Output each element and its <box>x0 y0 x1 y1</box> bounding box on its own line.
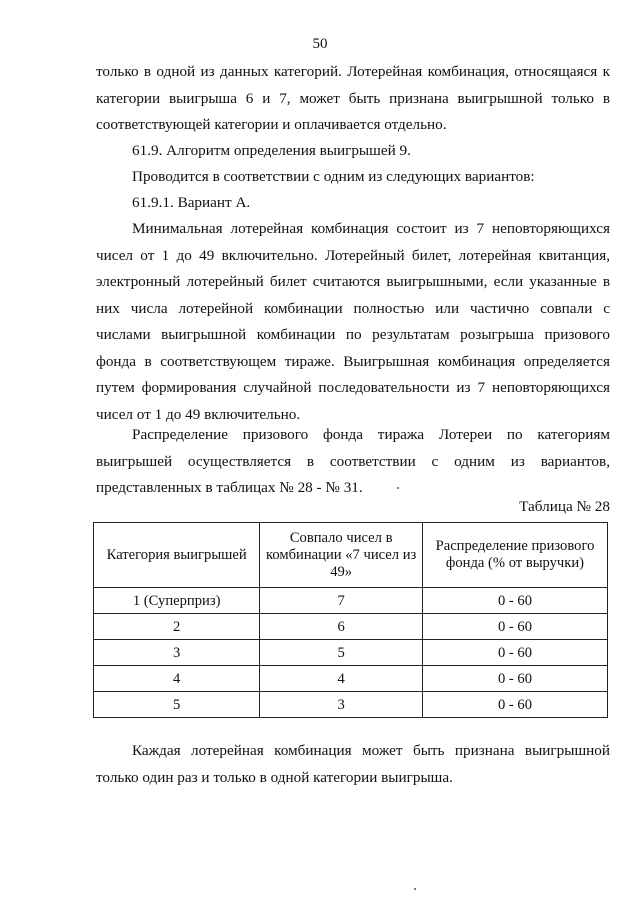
table-caption: Таблица № 28 <box>519 498 610 515</box>
cell-matched: 3 <box>260 692 423 718</box>
cell-category: 4 <box>94 666 260 692</box>
cell-distribution: 0 - 60 <box>422 666 607 692</box>
paragraph-category-payout: только в одной из данных категорий. Лотерейная комбинация, относящаяся к категории выигрыша 6 и 7, может быть признана выигрышной только в соответствующей категории и оплачивается отдельно. <box>96 63 610 133</box>
paragraph-single-win-rule: Каждая лотерейная комбинация может быть признана выигрышной только один раз и только в одной категории выигрыша. <box>96 742 610 786</box>
paragraph-variants-intro: Проводится в соответствии с одним из следующих вариантов: <box>132 168 535 185</box>
prize-distribution-table <box>93 522 608 718</box>
cell-distribution: 0 - 60 <box>422 640 607 666</box>
header-distribution: Распределение призового фонда (% от выручки) <box>422 523 607 588</box>
table-row <box>94 692 608 718</box>
section-heading-algorithm: 61.9. Алгоритм определения выигрышей 9. <box>132 142 411 159</box>
cell-category: 3 <box>94 640 260 666</box>
paragraph-combination-rules: Минимальная лотерейная комбинация состоит из 7 неповторяющихся чисел от 1 до 49 включительно. Лотерейный билет, лотерейная квитанция, электронный лотерейный билет считаются выигрышными, если указанные в них числа лотерейной комбинации полностью или частично совпали с числами выигрышной комбинации по результатам розыгрыша призового фонда в соответствующем тираже. Выигрышная комбинация определяется путем формирования случайной последовательности из 7 неповторяющихся чисел от 1 до 49 включительно. <box>96 220 610 423</box>
header-category: Категория выигрышей <box>94 523 260 588</box>
scan-speck <box>397 487 399 489</box>
table-row <box>94 614 608 640</box>
table-row <box>94 640 608 666</box>
cell-category: 5 <box>94 692 260 718</box>
cell-category: 1 (Суперприз) <box>94 588 260 614</box>
cell-matched: 7 <box>260 588 423 614</box>
page-number: 50 <box>312 36 328 52</box>
table-row <box>94 588 608 614</box>
cell-category: 2 <box>94 614 260 640</box>
paragraph-prize-distribution: Распределение призового фонда тиража Лотереи по категориям выигрышей осуществляется в соответствии с одним из вариантов, представленных в таблицах № 28 - № 31. <box>96 426 610 496</box>
table-header-row <box>94 523 608 588</box>
cell-distribution: 0 - 60 <box>422 692 607 718</box>
cell-matched: 4 <box>260 666 423 692</box>
cell-matched: 6 <box>260 614 423 640</box>
scan-speck <box>414 888 416 890</box>
subsection-heading-variant-a: 61.9.1. Вариант А. <box>132 194 251 211</box>
table-row <box>94 666 608 692</box>
cell-distribution: 0 - 60 <box>422 588 607 614</box>
cell-distribution: 0 - 60 <box>422 614 607 640</box>
cell-matched: 5 <box>260 640 423 666</box>
header-matched-numbers: Совпало чисел в комбинации «7 чисел из 49» <box>260 523 423 588</box>
